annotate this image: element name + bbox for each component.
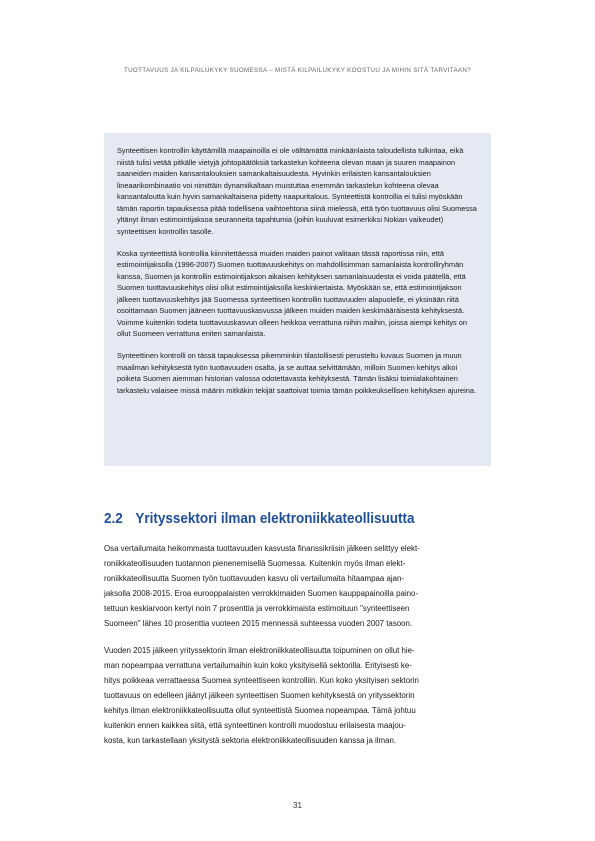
running-header: TUOTTAVUUS JA KILPAILUKYKY SUOMESSA – MISTÄ KILPAILUKYKY KOOSTUU JA MIHIN SITÄ TARVITAAN? bbox=[123, 67, 472, 74]
section-title: Yrityssektori ilman elektroniikkateollisuutta bbox=[135, 510, 415, 527]
body-paragraph-2 bbox=[104, 643, 493, 748]
section-heading bbox=[104, 510, 414, 527]
info-box bbox=[104, 133, 491, 466]
body-paragraph-1 bbox=[104, 541, 493, 631]
text-line: Suomeen" lähes 10 prosenttia vuoteen 2015 mennessä suhteessa vuoden 2007 tasoon. bbox=[104, 619, 413, 629]
text-line: tuottavuus on edelleen jäänyt jälkeen synteettisen Suomen kehityksestä on yrityssektorin bbox=[104, 691, 415, 701]
text-line: man nopeampaa verrattuna vertailumaihin kuin koko yksityisellä sektorilla. Erityisesti ke- bbox=[104, 661, 412, 671]
text-line: roniikkateollisuuden tuotannon pienenemisellä Suomessa. Kuitenkin myös ilman elekt- bbox=[104, 559, 406, 569]
text-line: kehitys ilman elektroniikkateollisuutta ollut synteettistä Suomea nopeampaa. Tämä johtuu bbox=[104, 706, 416, 716]
section-number: 2.2 bbox=[104, 510, 123, 527]
text-line: jaksolla 2008-2015. Eroa eurooppalaisten verrokkimaiden Suomen kauppapainoilla paino- bbox=[104, 589, 419, 599]
info-box-paragraph-2: Koska synteettistä kontrollia kiinnitettäessä muiden maiden painot valitaan tässä raportissa niin, että estimointijaksolla (1996-2007) Suomen tuottavuuskehitys on mahdollisimman samanlaista kontrolliryhmän kanssa, Suomen ja kontrollin estimointijakson aikaisen kehityksen samanlaisuudesta ei voida päätellä, että Suomen tuottavuuskehitys olisi ollut estimointijaksolla keskinkertaista. Myöskään se, että estimointijakson jälkeen tuottavuuskehitys jää Suomessa synteettisen kontrollin tuottavuuden alapuolelle, ei yksinään riitä osoittamaan Suomen jääneen tuottavuuskasvussa jälkeen muiden maiden keskimääräisestä kehityksestä. Voimme kuitenkin todeta tuottavuuskasvun olleen heikkoa verrattuna niihin maihin, joissa aiempi kehitys on ollut Suomeen verrattuna eniten samanlaista. bbox=[117, 248, 468, 339]
text-line: roniikkateollisuutta Suomen työn tuottavuuden kasvu oli vertailumaita hitaampaa ajan- bbox=[104, 574, 405, 584]
info-box-paragraph-1: Synteettisen kontrollin käyttämillä maapainoilla ei ole välttämättä minkäänlaista taloudellista tulkintaa, eikä niistä tulisi vetää pitkälle vietyjä johtopäätöksiä tarkastelun kohteena olevan maan ja suuren maapainon saaneiden maiden kansantalouksien samankaltaisuudesta. Hyvinkin erilaisten kansantalouksien lineaarikombinaatio voi nimittäin dynamiikaltaan muistuttaa enemmän tarkastelun kohteena olevaa kansantaloutta kuin hyvin samankaltaisena pidetty naapuritalous. Synteettistä kontrollia ei tulisi myöskään tämän raportin tapauksessa pitää todellisena vaihtoehtona siinä mielessä, että työn tuottavuus olisi Suomessa yltänyt ilman estimointijaksoa seuranneita tapahtumia (joihin kuuluvat esimerkiksi Nokian vaikeudet) synteettisen kontrollin tasolle. bbox=[117, 146, 477, 236]
text-line: kuitenkin ennen kaikkea siitä, että synteettinen kontrolli muodostuu erilaisesta maajou- bbox=[104, 721, 406, 731]
text-line: hitys poikkeaa verrattaessa Suomea synteettiseen kontrolliin. Kun koko yksityisen sektorin bbox=[104, 676, 419, 686]
info-box-paragraph-3: Synteettinen kontrolli on tässä tapauksessa pikemminkin tilastollisesti perusteltu kuvaus Suomen ja muun maailman kehityksestä työn tuottavuuden osalta, ja se auttaa selvittämään, milloin Suomen kehitys alkoi poiketa Suomen aiemman historian valossa odotettavasta kehityksestä. Tämän lisäksi toimialakohtainen tarkastelu valaisee missä määrin mitkäkin tekijät saattoivat toimia tämän poikkeuksellisen kehityksen ajureina. bbox=[117, 351, 477, 395]
text-line: kosta, kun tarkastellaan yksitystä sektoria elektroniikkateollisuuden kanssa ja ilman. bbox=[104, 736, 397, 746]
text-line: Osa vertailumaita heikommasta tuottavuuden kasvusta finanssikriisin jälkeen selittyy elekt- bbox=[104, 544, 420, 553]
text-line: Vuoden 2015 jälkeen yrityssektorin ilman elektroniikkateollisuutta toipuminen on ollut hie- bbox=[104, 646, 415, 656]
page-number: 31 bbox=[293, 801, 302, 810]
text-line: tettuun keskiarvoon kertyi noin 7 prosenttia ja verrokkimaista estimoituun "synteettiseen bbox=[104, 604, 410, 614]
body-text bbox=[104, 541, 493, 760]
